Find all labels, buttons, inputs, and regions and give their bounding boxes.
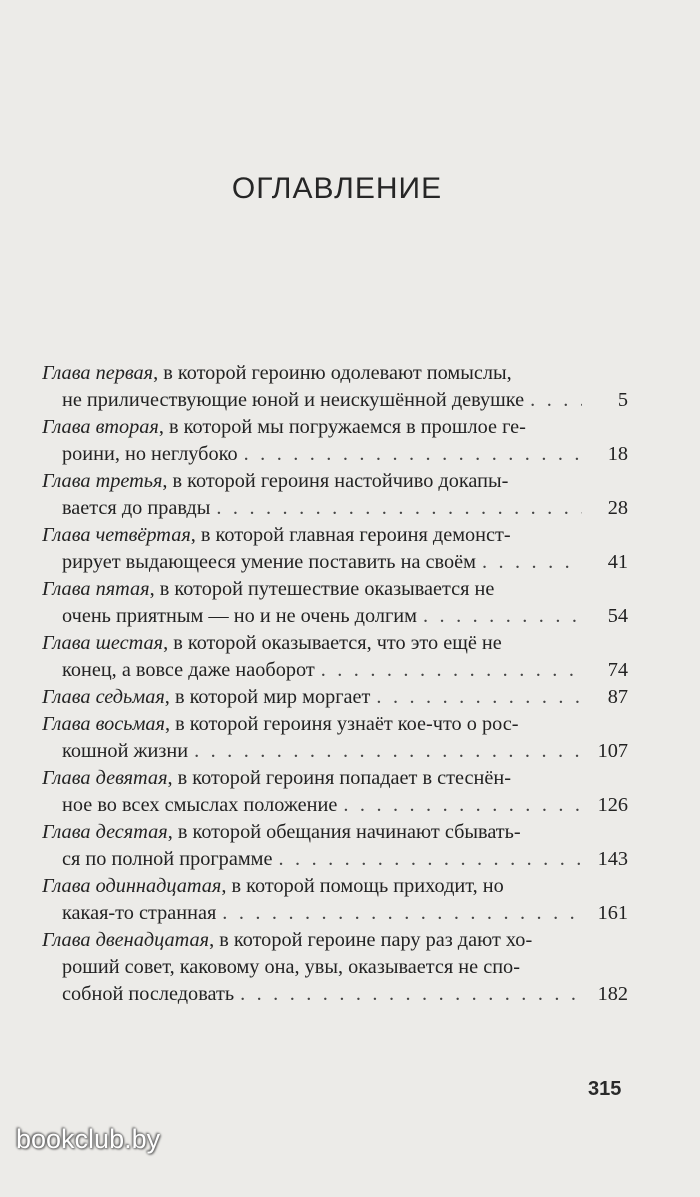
chapter-description: рирует выдающееся умение поставить на своём bbox=[62, 551, 476, 573]
chapter-description: , в которой мы погружаемся в прошлое ге- bbox=[158, 416, 526, 438]
dot-leader bbox=[376, 684, 582, 711]
chapter-description: , в которой обещания начинают сбывать- bbox=[167, 821, 521, 843]
dot-leader bbox=[244, 441, 582, 468]
toc-entry bbox=[42, 711, 628, 765]
toc-entry-line bbox=[42, 819, 628, 846]
toc-entry-line bbox=[42, 630, 628, 657]
toc-entry-line bbox=[42, 927, 628, 954]
toc-entry-line bbox=[42, 603, 628, 630]
toc-entry-line bbox=[42, 765, 628, 792]
chapter-description: , в которой героиня настойчиво докапы- bbox=[162, 470, 509, 492]
toc-entry-line bbox=[42, 792, 628, 819]
toc-entry bbox=[42, 630, 628, 684]
page-number: 315 bbox=[588, 1078, 622, 1100]
page-ref: 182 bbox=[597, 983, 628, 1005]
toc-entry-text bbox=[42, 684, 370, 711]
chapter-name: Глава третья bbox=[42, 470, 163, 492]
dot-leader bbox=[194, 738, 582, 765]
chapter-description: вается до правды bbox=[62, 497, 211, 519]
toc-entry-line bbox=[42, 738, 628, 765]
toc-entry bbox=[42, 765, 628, 819]
dot-leader bbox=[240, 981, 582, 1008]
toc-entry bbox=[42, 468, 628, 522]
chapter-description: какая-то странная bbox=[62, 902, 217, 924]
toc-entry-line bbox=[42, 576, 628, 603]
page-ref: 126 bbox=[597, 794, 628, 816]
chapter-description: роини, но неглубоко bbox=[62, 443, 238, 465]
toc-entry-line bbox=[42, 441, 628, 468]
dot-leader bbox=[530, 387, 582, 414]
chapter-name: Глава седьмая bbox=[42, 686, 165, 708]
toc-entry bbox=[42, 873, 628, 927]
toc-entry bbox=[42, 819, 628, 873]
chapter-description: , в которой героине пару раз дают хо- bbox=[209, 929, 533, 951]
chapter-name: Глава шестая bbox=[42, 632, 164, 654]
toc-entry-line bbox=[42, 468, 628, 495]
chapter-description: не приличествующие юной и неискушённой девушке bbox=[62, 389, 525, 411]
toc-entry-line bbox=[42, 711, 628, 738]
dot-leader bbox=[216, 495, 582, 522]
chapter-name: Глава девятая bbox=[42, 767, 168, 789]
table-of-contents bbox=[42, 360, 628, 1008]
page-ref: 18 bbox=[607, 443, 628, 465]
chapter-description: ся по полной программе bbox=[62, 848, 273, 870]
page-ref: 87 bbox=[607, 686, 628, 708]
chapter-description: , в которой героиня попадает в стеснён- bbox=[167, 767, 511, 789]
chapter-description: , в которой помощь приходит, но bbox=[221, 875, 504, 897]
page-title: ОГЛАВЛЕНИЕ bbox=[231, 172, 443, 205]
chapter-description: конец, а вовсе даже наоборот bbox=[62, 659, 315, 681]
chapter-description: , в которой главная героиня демонст- bbox=[190, 524, 511, 546]
toc-entry-line bbox=[42, 522, 628, 549]
page-ref: 28 bbox=[607, 497, 628, 519]
page-ref: 107 bbox=[597, 740, 628, 762]
toc-entry-line bbox=[42, 846, 628, 873]
toc-entry-line bbox=[42, 387, 628, 414]
dot-leader bbox=[321, 657, 582, 684]
toc-entry-line bbox=[42, 684, 628, 711]
toc-entry bbox=[42, 522, 628, 576]
chapter-description: ное во всех смыслах положение bbox=[62, 794, 338, 816]
chapter-name: Глава пятая bbox=[42, 578, 150, 600]
chapter-description: , в которой героиня узнаёт кое-что о рос- bbox=[164, 713, 519, 735]
chapter-name: Глава первая bbox=[42, 362, 154, 384]
chapter-name: Глава вторая bbox=[42, 416, 159, 438]
page-ref: 5 bbox=[617, 389, 628, 411]
toc-entry-line bbox=[42, 549, 628, 576]
toc-entry-line bbox=[42, 873, 628, 900]
toc-entry bbox=[42, 927, 628, 1008]
chapter-description: , в которой путешествие оказывается не bbox=[149, 578, 495, 600]
chapter-description: , в которой героиню одолевают помыслы, bbox=[153, 362, 512, 384]
site-watermark: bookclub.by bbox=[16, 1124, 161, 1154]
toc-entry bbox=[42, 684, 628, 711]
page-ref: 161 bbox=[597, 902, 628, 924]
toc-entry-line bbox=[42, 360, 628, 387]
chapter-name: Глава двенадцатая bbox=[42, 929, 210, 951]
page-ref: 41 bbox=[607, 551, 628, 573]
page-ref: 54 bbox=[607, 605, 628, 627]
toc-entry-line bbox=[42, 495, 628, 522]
dot-leader bbox=[423, 603, 582, 630]
page-ref: 143 bbox=[597, 848, 628, 870]
toc-entry bbox=[42, 360, 628, 414]
chapter-description: , в которой мир моргает bbox=[164, 686, 371, 708]
dot-leader bbox=[343, 792, 582, 819]
chapter-name: Глава десятая bbox=[42, 821, 168, 843]
toc-entry-line bbox=[42, 900, 628, 927]
chapter-description: собной последовать bbox=[62, 983, 235, 1005]
toc-entry-line bbox=[42, 657, 628, 684]
chapter-description: , в которой оказывается, что это ещё не bbox=[163, 632, 502, 654]
chapter-name: Глава четвёртая bbox=[42, 524, 191, 546]
toc-entry-line bbox=[42, 414, 628, 441]
toc-entry-line bbox=[42, 954, 628, 981]
dot-leader bbox=[482, 549, 582, 576]
toc-entry bbox=[42, 414, 628, 468]
chapter-name: Глава одиннадцатая bbox=[42, 875, 222, 897]
chapter-description: кошной жизни bbox=[62, 740, 189, 762]
chapter-description: очень приятным — но и не очень долгим bbox=[62, 605, 417, 627]
dot-leader bbox=[279, 846, 583, 873]
toc-entry-line bbox=[42, 981, 628, 1008]
toc-entry bbox=[42, 576, 628, 630]
chapter-description: роший совет, каковому она, увы, оказывается не спо- bbox=[62, 956, 520, 978]
chapter-name: Глава восьмая bbox=[42, 713, 165, 735]
page-ref: 74 bbox=[607, 659, 628, 681]
dot-leader bbox=[222, 900, 582, 927]
